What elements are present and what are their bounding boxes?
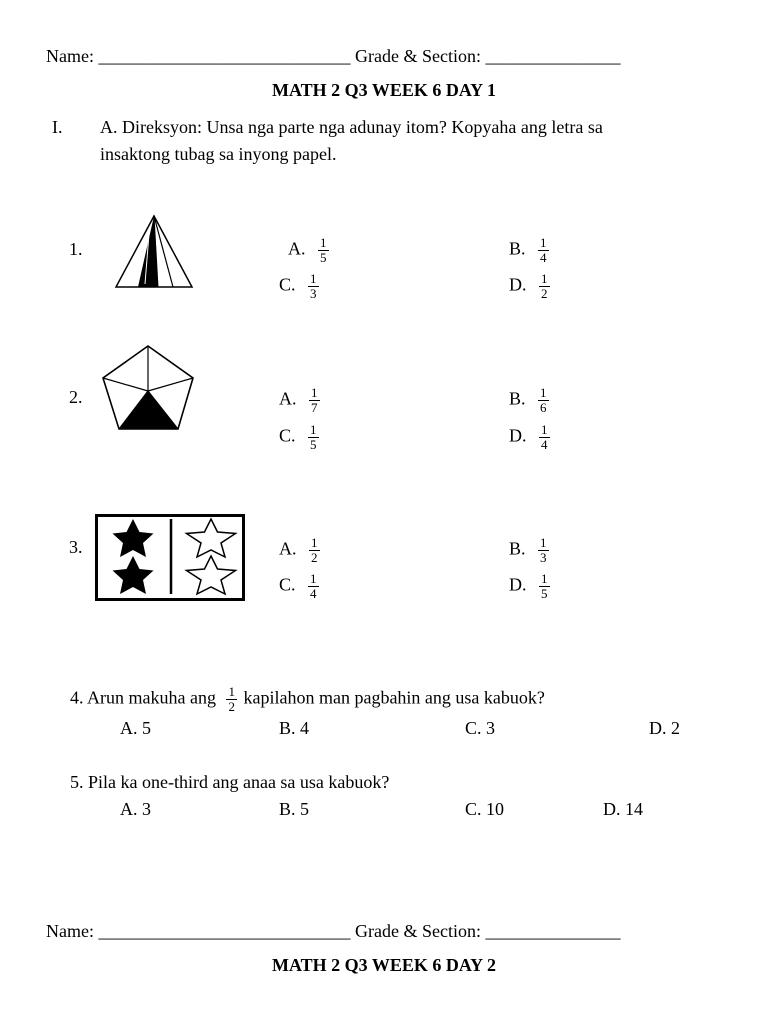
name-label: Name: — [46, 46, 94, 66]
page-title: MATH 2 Q3 WEEK 6 DAY 1 — [271, 80, 497, 100]
q5-option-b[interactable]: B. 5 — [279, 799, 310, 819]
q3-option-b[interactable]: B. $\frac{1}{3}$ — [509, 535, 547, 565]
question-number: 2. — [69, 387, 83, 407]
fraction: $\frac{1}{5}$ — [541, 571, 548, 601]
fraction: $\frac{1}{6}$ — [540, 385, 547, 415]
stars-fraction-icon — [95, 514, 245, 601]
name-line[interactable]: ____________________________ — [98, 46, 351, 66]
page-title: MATH 2 Q3 WEEK 6 DAY 2 — [271, 955, 497, 975]
fraction: $\frac{1}{2}$ — [311, 535, 318, 565]
triangle-fraction-icon — [113, 214, 195, 290]
fraction: $\frac{1}{3}$ — [540, 535, 547, 565]
fraction: $\frac{1}{5}$ — [310, 422, 317, 452]
q3-option-c[interactable]: C. $\frac{1}{4}$ — [279, 571, 317, 601]
fraction: $\frac{1}{5}$ — [320, 235, 327, 265]
q5-option-a[interactable]: A. 3 — [120, 799, 151, 819]
q2-option-c[interactable]: C. $\frac{1}{5}$ — [279, 422, 317, 452]
q1-option-a[interactable]: A. $\frac{1}{5}$ — [288, 235, 327, 265]
q4-option-d[interactable]: D. 2 — [649, 718, 680, 738]
fraction: $\frac{1}{3}$ — [310, 271, 317, 301]
grade-section-line[interactable]: _______________ — [485, 46, 621, 66]
directions-line-1: A. Direksyon: Unsa nga parte nga adunay itom? Kopyaha ang letra sa — [100, 117, 603, 137]
grade-section-label: Grade & Section: — [354, 46, 481, 66]
q1-option-b[interactable]: B. $\frac{1}{4}$ — [509, 235, 547, 265]
question-text: Arun makuha ang — [87, 687, 216, 708]
q5-option-c[interactable]: C. 10 — [465, 799, 505, 819]
question-number: 4. — [70, 687, 84, 708]
question-number: 5. — [70, 772, 84, 792]
fraction: $\frac{1}{2}$ — [228, 684, 235, 714]
q5-option-d[interactable]: D. 14 — [603, 799, 643, 819]
name-row — [46, 45, 620, 67]
q4-option-a[interactable]: A. 5 — [120, 718, 151, 738]
directions-line-2: insaktong tubag sa inyong papel. — [100, 144, 337, 164]
q1-option-c[interactable]: C. $\frac{1}{3}$ — [279, 271, 317, 301]
question-5 — [70, 771, 389, 793]
q4-option-b[interactable]: B. 4 — [279, 718, 310, 738]
q3-option-a[interactable]: A. $\frac{1}{2}$ — [279, 535, 318, 565]
q3-option-d[interactable]: D. $\frac{1}{5}$ — [509, 571, 548, 601]
name-label: Name: — [46, 921, 94, 941]
question-number: 3. — [69, 537, 83, 557]
q1-option-d[interactable]: D. $\frac{1}{2}$ — [509, 271, 548, 301]
section-number: I. — [52, 117, 63, 137]
fraction: $\frac{1}{2}$ — [541, 271, 548, 301]
pentagon-fraction-icon — [100, 343, 196, 433]
question-text: Pila ka one-third ang anaa sa usa kabuok? — [88, 772, 390, 792]
grade-section-line[interactable]: _______________ — [485, 921, 621, 941]
q4-option-c[interactable]: C. 3 — [465, 718, 496, 738]
name-row — [46, 920, 620, 942]
fraction: $\frac{1}{7}$ — [311, 385, 318, 415]
name-line[interactable]: ____________________________ — [98, 921, 351, 941]
question-4 — [70, 685, 545, 714]
grade-section-label: Grade & Section: — [354, 921, 481, 941]
q2-option-a[interactable]: A. $\frac{1}{7}$ — [279, 385, 318, 415]
fraction: $\frac{1}{4}$ — [541, 422, 548, 452]
q2-option-b[interactable]: B. $\frac{1}{6}$ — [509, 385, 547, 415]
fraction: $\frac{1}{4}$ — [540, 235, 547, 265]
question-text: kapilahon man pagbahin ang usa kabuok? — [243, 687, 545, 708]
fraction: $\frac{1}{4}$ — [310, 571, 317, 601]
question-number: 1. — [69, 239, 83, 259]
q2-option-d[interactable]: D. $\frac{1}{4}$ — [509, 422, 548, 452]
